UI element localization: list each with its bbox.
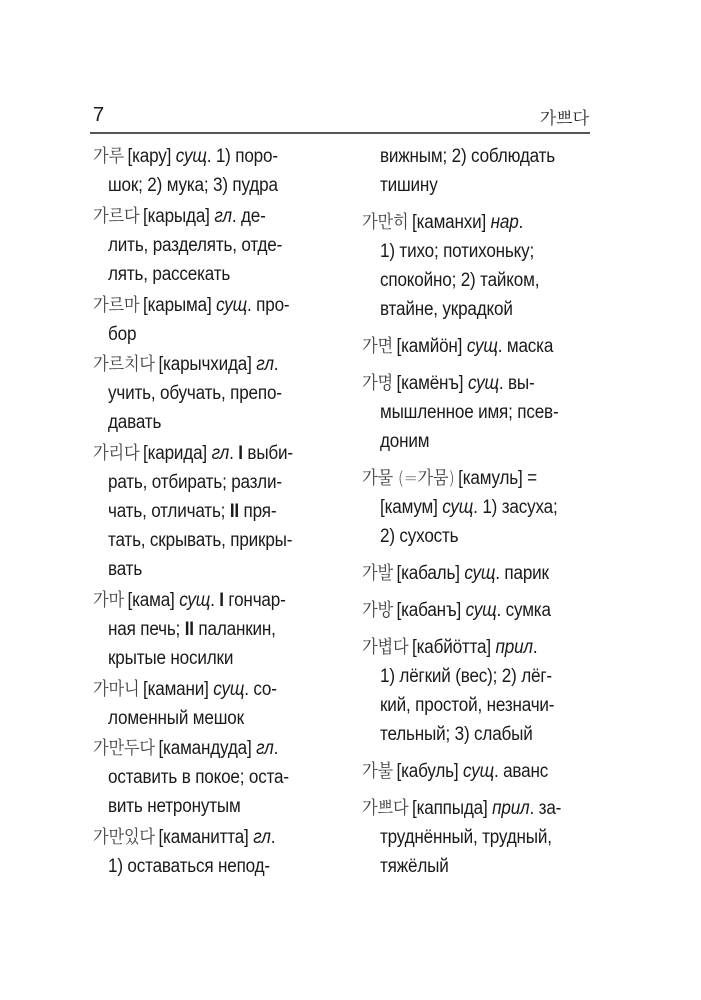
entry-line bbox=[93, 826, 275, 850]
entry-line bbox=[93, 145, 278, 169]
part-of-speech: сущ bbox=[463, 761, 494, 782]
entry-text: давать bbox=[108, 412, 162, 434]
part-of-speech: сущ bbox=[465, 600, 497, 621]
entry-line bbox=[108, 471, 282, 495]
entry-line bbox=[108, 323, 136, 347]
entry-text: . bbox=[273, 354, 279, 376]
entry-text: оставить в покое; оста- bbox=[108, 767, 289, 789]
entry-text: . bbox=[229, 443, 239, 464]
entry-text: [каманитта] bbox=[158, 827, 254, 848]
entry-text: . сумка bbox=[496, 600, 551, 621]
entry-text: лить, разделять, отде- bbox=[108, 234, 283, 256]
entry-text: . за- bbox=[529, 798, 562, 819]
headword: 가면 bbox=[362, 336, 393, 357]
part-of-speech: сущ bbox=[467, 373, 499, 394]
header-rule bbox=[90, 132, 590, 134]
entry-text: спокойно; 2) тайком, bbox=[380, 270, 540, 291]
headword: 가르다 bbox=[93, 205, 140, 227]
part-of-speech: прил bbox=[495, 637, 533, 658]
entry-text: доним bbox=[380, 431, 430, 452]
entry-text: [каппыда] bbox=[412, 798, 493, 819]
entry-text: . bbox=[532, 637, 538, 658]
entry-text: [камандуда] bbox=[158, 738, 257, 760]
entry-line bbox=[108, 766, 289, 790]
entry-line bbox=[380, 525, 458, 549]
headword: 가루 bbox=[93, 146, 124, 167]
entry-line bbox=[380, 855, 449, 879]
entry-line bbox=[108, 558, 142, 582]
entry-text: выби- bbox=[242, 443, 293, 464]
headword: 가방 bbox=[362, 600, 393, 621]
headword: 가만있다 bbox=[93, 827, 155, 848]
entry-line bbox=[108, 618, 276, 642]
entry-text: . парик bbox=[495, 563, 549, 584]
entry-line bbox=[93, 353, 278, 377]
headword: 가물 (=가뭄) bbox=[362, 468, 455, 489]
entry-text: [кабйöтта] bbox=[412, 637, 496, 658]
headword: 가발 bbox=[362, 563, 393, 584]
entry-text: . со- bbox=[244, 678, 277, 700]
part-of-speech: сущ bbox=[175, 146, 207, 167]
entry-text: . 1) поро- bbox=[206, 146, 278, 167]
part-of-speech: нар bbox=[490, 212, 519, 233]
part-of-speech: сущ bbox=[213, 678, 245, 700]
entry-line bbox=[362, 760, 548, 784]
entry-line bbox=[380, 145, 555, 169]
entry-line bbox=[93, 678, 277, 702]
entry-line bbox=[108, 411, 161, 435]
entry-text: вать bbox=[108, 559, 143, 580]
entry-text: . bbox=[518, 212, 524, 233]
headword: 가만두다 bbox=[93, 738, 155, 760]
entry-text: [карыма] bbox=[143, 294, 217, 316]
entry-line bbox=[93, 589, 286, 613]
entry-text: [кама] bbox=[127, 589, 180, 611]
entry-text: [кару] bbox=[127, 146, 176, 167]
entry-text: [камум] bbox=[380, 497, 443, 518]
entry-line bbox=[108, 174, 278, 198]
entry-line bbox=[380, 826, 552, 850]
entry-line bbox=[380, 269, 539, 293]
headword: 가마니 bbox=[93, 678, 140, 700]
part-of-speech: сущ bbox=[464, 563, 496, 584]
entry-line bbox=[362, 372, 535, 396]
entry-text: лять, рассекать bbox=[108, 263, 231, 285]
entry-line bbox=[362, 599, 551, 623]
entry-text: . вы- bbox=[498, 373, 535, 394]
entry-line bbox=[93, 205, 266, 229]
entry-text: [кабанъ] bbox=[396, 600, 466, 621]
entry-line bbox=[362, 636, 537, 660]
entry-text: шок; 2) мука; 3) пудра bbox=[108, 175, 278, 196]
entry-line bbox=[108, 234, 282, 258]
entry-line bbox=[380, 240, 534, 264]
entry-text: [кабуль] bbox=[396, 761, 464, 782]
sense-marker: II bbox=[229, 501, 239, 522]
entry-line bbox=[380, 665, 552, 689]
entry-line bbox=[380, 723, 533, 747]
entry-text: . bbox=[270, 827, 276, 848]
entry-text: труднённый, трудный, bbox=[380, 827, 552, 848]
running-head: 가쁘다 bbox=[539, 109, 589, 128]
part-of-speech: гл bbox=[253, 827, 271, 848]
headword: 가불 bbox=[362, 761, 393, 782]
headword: 가쁘다 bbox=[362, 798, 409, 819]
entry-text: вижным; 2) соблюдать bbox=[380, 146, 555, 167]
part-of-speech: прил bbox=[492, 798, 530, 819]
headword: 가마 bbox=[93, 589, 124, 611]
entry-text: тяжёлый bbox=[380, 856, 449, 877]
headword: 가볍다 bbox=[362, 637, 409, 658]
headword: 가명 bbox=[362, 373, 393, 394]
entry-line bbox=[362, 211, 523, 235]
entry-line bbox=[108, 707, 244, 731]
part-of-speech: гл bbox=[256, 354, 274, 376]
entry-text: [каманхи] bbox=[412, 212, 491, 233]
entry-text: тишину bbox=[380, 175, 438, 196]
entry-line bbox=[362, 335, 553, 359]
entry-text: чать, отличать; bbox=[108, 501, 230, 522]
entry-line bbox=[380, 496, 558, 520]
entry-text: паланкин, bbox=[193, 618, 276, 640]
entry-line bbox=[108, 500, 276, 524]
entry-text: пря- bbox=[238, 501, 277, 522]
entry-text: [камёнъ] bbox=[396, 373, 468, 394]
page-number: 7 bbox=[93, 104, 105, 126]
entry-line bbox=[108, 529, 292, 553]
entry-text: . де- bbox=[231, 205, 266, 227]
entry-line bbox=[93, 442, 293, 466]
entry-text: [карида] bbox=[143, 443, 212, 464]
headword: 가만히 bbox=[362, 212, 409, 233]
entry-text: тать, скрывать, прикры- bbox=[108, 530, 293, 551]
entry-text: ломенный мешок bbox=[108, 707, 244, 729]
entry-line bbox=[380, 401, 558, 425]
entry-line bbox=[362, 562, 549, 586]
entry-line bbox=[108, 382, 282, 406]
entry-line bbox=[108, 855, 270, 879]
part-of-speech: сущ bbox=[442, 497, 474, 518]
entry-text: . bbox=[210, 589, 220, 611]
entry-text: [карыда] bbox=[143, 205, 215, 227]
entry-text: 1) оставаться непод- bbox=[108, 856, 270, 877]
entry-text: тельный; 3) слабый bbox=[380, 724, 533, 745]
entry-text: [карычхида] bbox=[158, 354, 257, 376]
entry-text: [камйöн] bbox=[396, 336, 467, 357]
entry-text: 1) лёгкий (вес); 2) лёг- bbox=[380, 666, 552, 687]
entry-text: . аванс bbox=[493, 761, 549, 782]
part-of-speech: гл bbox=[256, 738, 274, 760]
sense-marker: I bbox=[219, 589, 224, 611]
entry-text: вить нетронутым bbox=[108, 796, 241, 818]
headword: 가르마 bbox=[93, 294, 140, 316]
entry-line bbox=[108, 647, 233, 671]
entry-line bbox=[93, 294, 289, 318]
entry-text: крытые носилки bbox=[108, 647, 234, 669]
entry-text: [кабаль] bbox=[396, 563, 465, 584]
part-of-speech: гл bbox=[214, 205, 232, 227]
entry-line bbox=[380, 298, 513, 322]
entry-text: . bbox=[273, 738, 279, 760]
part-of-speech: сущ bbox=[466, 336, 498, 357]
entry-text: [камуль] = bbox=[458, 468, 537, 489]
entry-line bbox=[362, 797, 561, 821]
entry-text: ная печь; bbox=[108, 618, 185, 640]
entry-text: 1) тихо; потихоньку; bbox=[380, 241, 535, 262]
headword: 가리다 bbox=[93, 443, 140, 464]
entry-text: кий, простой, незначи- bbox=[380, 695, 555, 716]
entry-text: учить, обучать, препо- bbox=[108, 383, 282, 405]
entry-line bbox=[380, 694, 554, 718]
entry-text: 2) сухость bbox=[380, 526, 459, 547]
entry-line bbox=[108, 263, 230, 287]
entry-text: [камани] bbox=[143, 678, 214, 700]
entry-text: . маска bbox=[497, 336, 554, 357]
entry-line bbox=[362, 467, 537, 491]
headword: 가르치다 bbox=[93, 354, 155, 376]
entry-line bbox=[93, 737, 278, 761]
part-of-speech: гл bbox=[211, 443, 230, 464]
entry-text: рать, отбирать; разли- bbox=[108, 472, 282, 493]
sense-marker: II bbox=[184, 618, 194, 640]
entry-text: . 1) засуха; bbox=[473, 497, 558, 518]
part-of-speech: сущ bbox=[216, 294, 248, 316]
sense-marker: I bbox=[238, 443, 243, 464]
entry-text: гончар- bbox=[223, 589, 286, 611]
entry-text: втайне, украдкой bbox=[380, 299, 513, 320]
entry-text: мышленное имя; псев- bbox=[380, 402, 559, 423]
entry-text: . про- bbox=[247, 294, 290, 316]
entry-text: бор bbox=[108, 323, 137, 345]
entry-line bbox=[108, 795, 241, 819]
entry-line bbox=[380, 430, 429, 454]
part-of-speech: сущ bbox=[179, 589, 211, 611]
entry-line bbox=[380, 174, 438, 198]
